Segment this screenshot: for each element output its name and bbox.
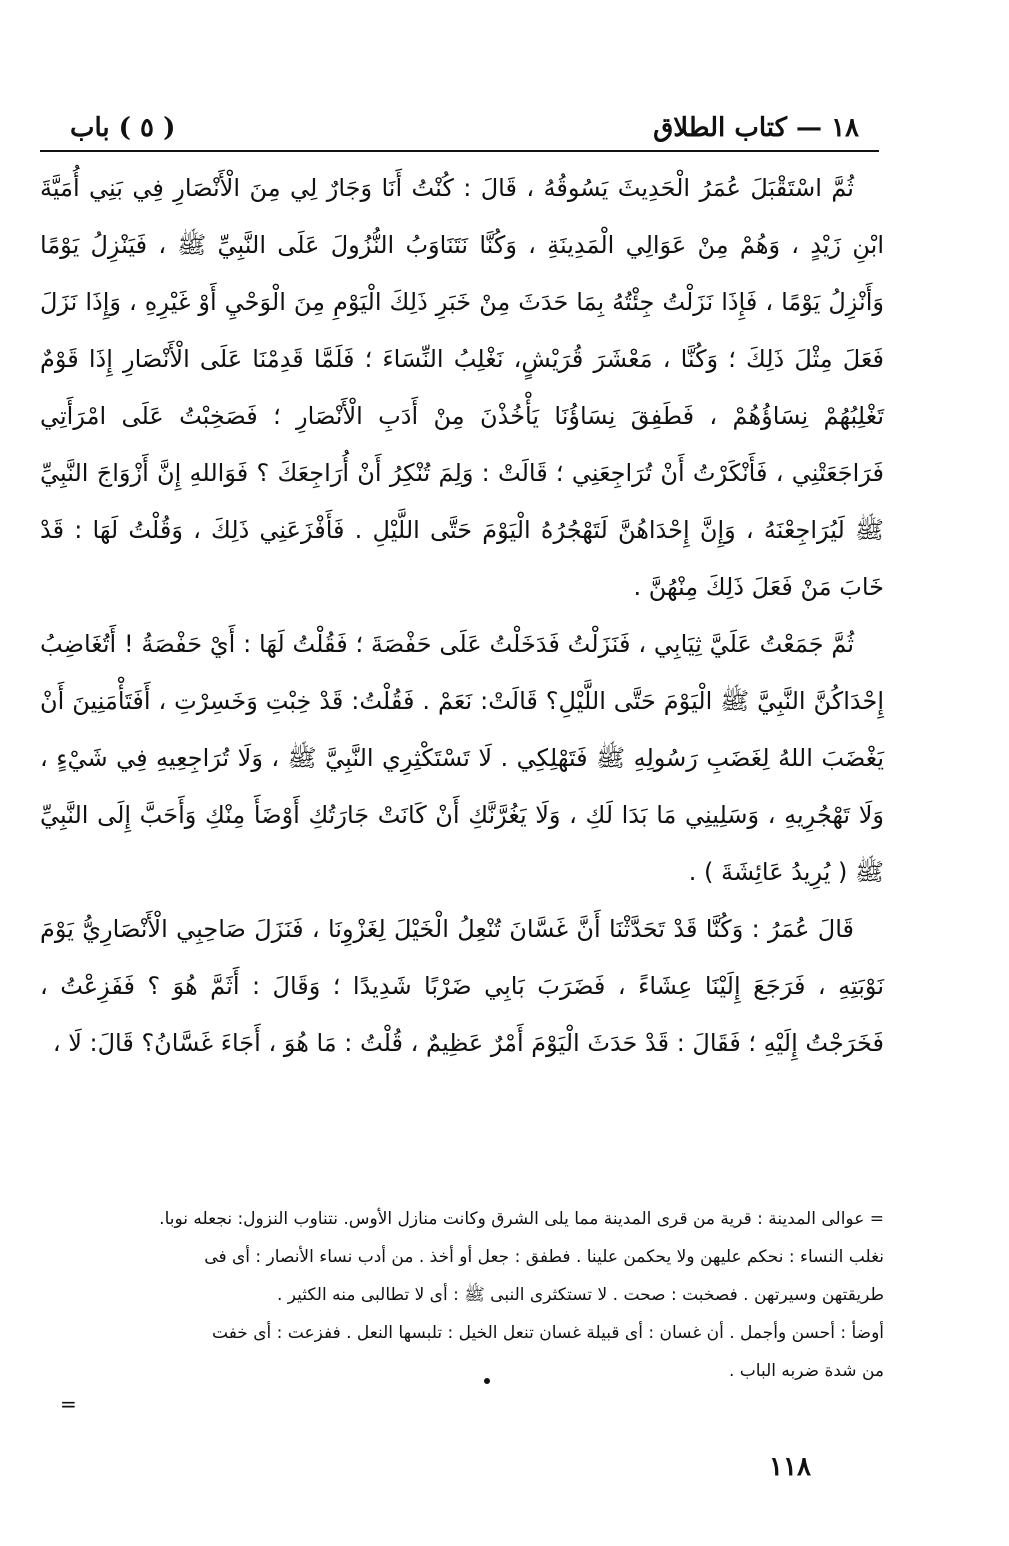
paragraph: قَالَ عُمَرُ : وَكُنَّا قَدْ تَحَدَّثْنَا أَنَّ غَسَّانَ تُنْعِلُ الْخَيْلَ لِغَزْوِنَا ، فَنَزَلَ صَاحِبِي الْأَنْصَارِيُّ يَوْمَ نَوْبَتِهِ ، فَرَجَعَ إِلَيْنَا عِشَاءً ، فَضَرَبَ بَابِي ضَرْبًا شَدِيدًا ؛ وَقَالَ : أَثَمَّ هُوَ ؟ فَفَزِعْتُ ، فَخَرَجْتُ إِلَيْهِ ؛ فَقَالَ : قَدْ حَدَثَ الْيَوْمَ أَمْرٌ عَظِيمٌ ، قُلْتُ : مَا هُوَ ، أَجَاءَ غَسَّانُ؟ قَالَ: لَا ، bbox=[40, 915, 884, 1057]
footnote-line: = عوالى المدينة : قرية من قرى المدينة مما يلى الشرق وكانت منازل الأوس. نتناوب النزول: نجعله نوبا. bbox=[159, 1209, 884, 1229]
footnote-line: نغلب النساء : نحكم عليهن ولا يحكمن علينا . فطفق : جعل أو أخذ . من أدب نساء الأنصار : أى فى bbox=[204, 1247, 884, 1267]
header-divider bbox=[40, 150, 879, 152]
header-chapter: ( ٥ ) باب bbox=[70, 113, 176, 143]
running-header bbox=[70, 108, 859, 148]
ink-dot bbox=[484, 1378, 490, 1384]
footnote-line: طريقتهن وسيرتهن . فصخبت : صحت . لا تستكثرى النبى ﷺ : أى لا تطالبى منه الكثير . bbox=[276, 1285, 884, 1305]
header-book-title: ١٨ — كتاب الطلاق bbox=[653, 113, 859, 143]
footnote-line: من شدة ضربه الباب . bbox=[728, 1361, 884, 1381]
paragraph: ثُمَّ جَمَعْتُ عَلَيَّ ثِيَابِي ، فَنَزَلْتُ فَدَخَلْتُ عَلَى حَفْصَةَ ؛ فَقُلْتُ لَهَا : أَيْ حَفْصَةُ ! أَتُغَاضِبُ إِحْدَاكُنَّ النَّبِيَّ ﷺ الْيَوْمَ حَتَّى اللَّيْلِ؟ قَالَتْ: نَعَمْ . فَقُلْتُ: قَدْ خِبْتِ وَخَسِرْتِ ، أَفَتَأْمَنِينَ أَنْ يَغْضَبَ اللهُ لِغَضَبِ رَسُولِهِ ﷺ فَتَهْلِكِي . لَا تَسْتَكْثِرِي النَّبِيَّ ﷺ ، وَلَا تُرَاجِعِيهِ فِي شَيْءٍ ، وَلَا تَهْجُرِيهِ ، وَسَلِينِي مَا بَدَا لَكِ ، وَلَا يَغُرَّنَّكِ أَنْ كَانَتْ جَارَتُكِ أَوْضَأَ مِنْكِ وَأَحَبَّ إِلَى النَّبِيِّ ﷺ ( يُرِيدُ عَائِشَةَ ) . bbox=[40, 630, 884, 886]
main-text bbox=[40, 160, 884, 1072]
footnotes bbox=[40, 1200, 884, 1390]
page-number: ١١٨ bbox=[769, 1452, 811, 1482]
paragraph: ثُمَّ اسْتَقْبَلَ عُمَرُ الْحَدِيثَ يَسُوقُهُ ، قَالَ : كُنْتُ أَنَا وَجَارٌ لِي مِنَ الْأَنْصَارِ فِي بَنِي أُمَيَّةَ ابْنِ زَيْدٍ ، وَهُمْ مِنْ عَوَالِي الْمَدِينَةِ ، وَكُنَّا نَتَنَاوَبُ النُّزُولَ عَلَى النَّبِيِّ ﷺ ، فَيَنْزِلُ يَوْمًا وَأَنْزِلُ يَوْمًا ، فَإِذَا نَزَلْتُ جِئْتُهُ بِمَا حَدَثَ مِنْ خَبَرِ ذَلِكَ الْيَوْمِ مِنَ الْوَحْيِ أَوْ غَيْرِهِ ، وَإِذَا نَزَلَ فَعَلَ مِثْلَ ذَلِكَ ؛ وَكُنَّا ، مَعْشَرَ قُرَيْشٍ، نَغْلِبُ النِّسَاءَ ؛ فَلَمَّا قَدِمْنَا عَلَى الْأَنْصَارِ إِذَا قَوْمٌ تَغْلِبُهُمْ نِسَاؤُهُمْ ، فَطَفِقَ نِسَاؤُنَا يَأْخُذْنَ مِنْ أَدَبِ الْأَنْصَارِ ؛ فَصَخِبْتُ عَلَى امْرَأَتِي فَرَاجَعَتْنِي ، فَأَنْكَرْتُ أَنْ تُرَاجِعَنِي ؛ قَالَتْ : وَلِمَ تُنْكِرُ أَنْ أُرَاجِعَكَ ؟ فَوَاللهِ إِنَّ أَزْوَاجَ النَّبِيِّ ﷺ لَيُرَاجِعْنَهُ ، وَإِنَّ إِحْدَاهُنَّ لَتَهْجُرُهُ الْيَوْمَ حَتَّى اللَّيْلِ . فَأَفْزَعَنِي ذَلِكَ ، وَقُلْتُ لَهَا : قَدْ خَابَ مَنْ فَعَلَ ذَلِكَ مِنْهُنَّ . bbox=[40, 174, 884, 601]
continuation-mark: = bbox=[60, 1392, 77, 1416]
footnote-line: أوضأ : أحسن وأجمل . أن غسان : أى قبيلة غسان تنعل الخيل : تلبسها النعل . ففزعت : أى خفت bbox=[212, 1323, 884, 1343]
